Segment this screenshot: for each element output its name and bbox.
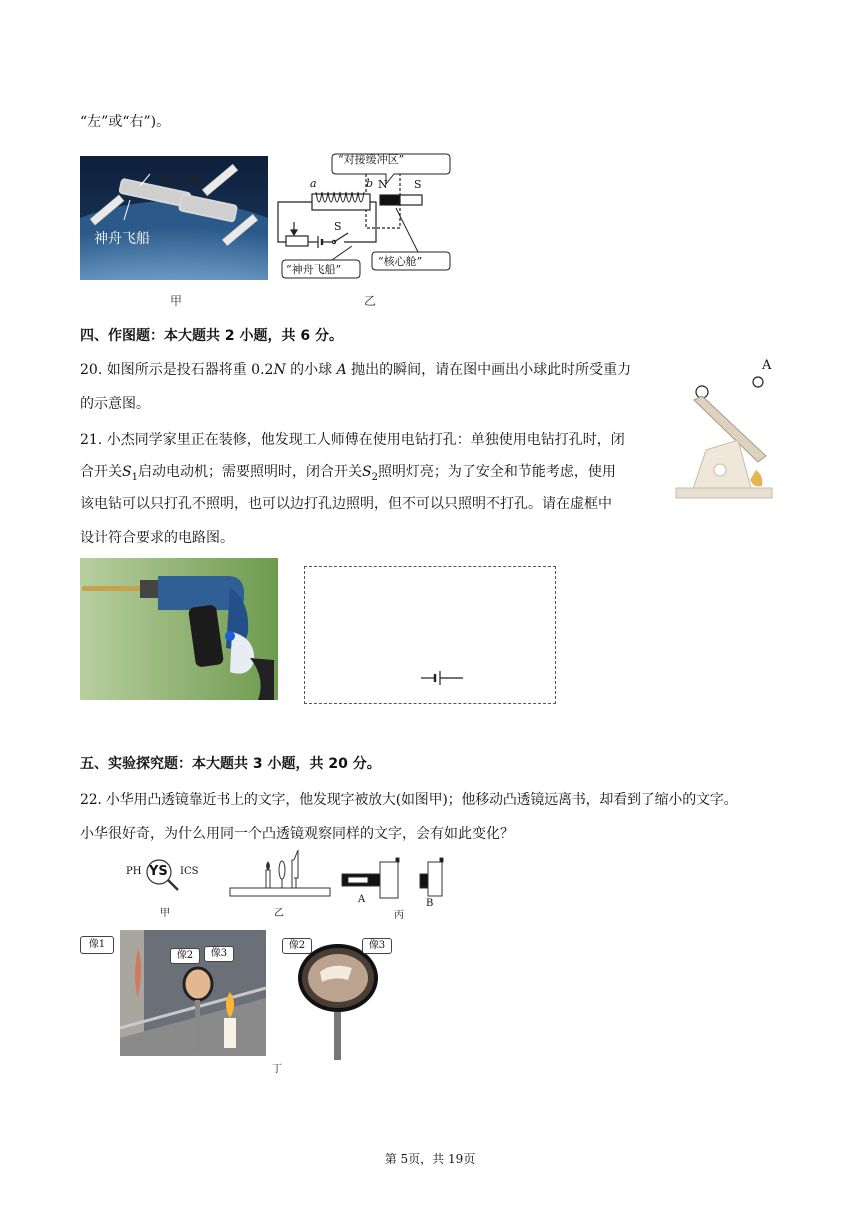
text-ics: ICS [180, 866, 199, 877]
label-image2-closeup: 像2 [282, 938, 312, 954]
label-image3: 像3 [204, 946, 234, 962]
lens-closeup-photo [282, 932, 390, 1062]
q21-line3: 该电钻可以只打孔不照明，也可以边打孔边照明，但不可以只照明不打孔。请在虚框中 [80, 496, 612, 512]
caption-yi-22: 乙 [274, 908, 284, 919]
section-five-heading: 五、实验探究题：本大题共 3 小题，共 20 分。 [80, 756, 381, 772]
q21-line2: 合开关$S_1$启动电动机；需要照明时，闭合开关$S_2$照明灯亮；为了安全和节能考虑，使用 [80, 464, 616, 483]
ball-a-label: A [762, 358, 772, 373]
label-buffer-zone: “对接缓冲区” [338, 153, 405, 166]
battery-symbol [419, 671, 465, 685]
caption-jia: 甲 [170, 294, 183, 308]
label-b: b [366, 177, 374, 190]
caption-ding-22: 丁 [272, 1064, 282, 1075]
label-ship-callout: “神舟飞船” [286, 263, 342, 276]
magnifier-figure [126, 856, 206, 919]
label-core-callout: “核心舱” [378, 255, 423, 268]
label-s-pole: S [414, 178, 422, 191]
optical-bench-figure [226, 848, 332, 919]
caption-yi: 乙 [364, 294, 377, 308]
q21-line4: 设计符合要求的电路图。 [80, 530, 234, 546]
q22-line2: 小华很好奇，为什么用同一个凸透镜观察同样的文字，会有如此变化？ [80, 826, 514, 842]
caption-jia-22: 甲 [160, 908, 170, 919]
q20-line2: 的示意图。 [80, 396, 150, 412]
label-switch: S [334, 220, 342, 233]
label-core-module: 核心舱 [160, 173, 202, 189]
label-a: a [310, 177, 317, 190]
camera-model-figure [338, 852, 448, 922]
label-n-pole: N [378, 178, 388, 191]
label-a-22: A [358, 894, 366, 905]
electric-drill-photo [80, 558, 278, 700]
space-station-photo [80, 156, 268, 280]
section-four-heading: 四、作图题：本大题共 2 小题，共 6 分。 [80, 328, 343, 344]
circuit-design-box[interactable] [304, 566, 556, 704]
label-image3-closeup: 像3 [362, 938, 392, 954]
docking-circuit-diagram [272, 142, 472, 282]
text-ys-magnified: YS [149, 864, 168, 879]
continuation-text: “左”或“右”)。 [80, 114, 171, 130]
catapult-figure [672, 360, 780, 510]
label-image2: 像2 [170, 948, 200, 964]
candle-lens-photo [78, 928, 268, 1058]
text-ph: PH [126, 866, 142, 877]
label-b-22: B [426, 898, 434, 909]
caption-bing-22: 丙 [394, 910, 404, 921]
page-footer: 第 5页，共 19页 [384, 1152, 476, 1166]
q22-line1: 22. 小华用凸透镜靠近书上的文字，他发现字被放大(如图甲)；他移动凸透镜远离书，却看到了缩小的文字。 [80, 792, 738, 808]
q21-line1: 21. 小杰同学家里正在装修，他发现工人师傅在使用电钻打孔：单独使用电钻打孔时，闭 [80, 432, 625, 448]
q20-line1: 20. 如图所示是投石器将重 0.2N 的小球 A 抛出的瞬间，请在图中画出小球此时所受重力 [80, 362, 632, 378]
label-shenzhou: 神舟飞船 [94, 231, 150, 247]
label-image1: 像1 [80, 936, 114, 954]
